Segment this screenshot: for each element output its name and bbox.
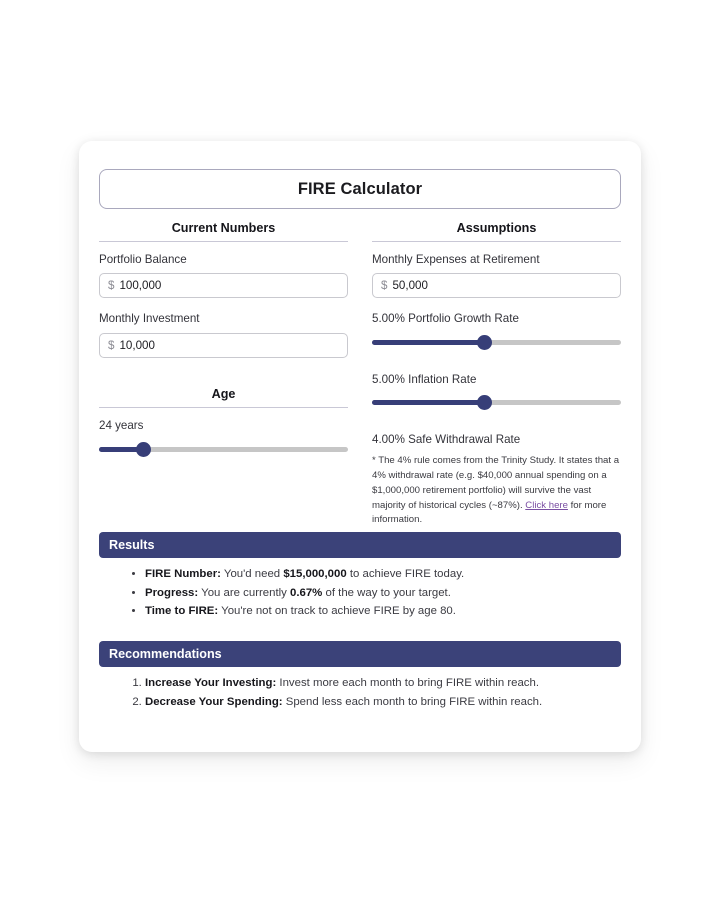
results-list-item: • Time to FIRE: You're not on track to achieve FIRE by age 80.	[145, 603, 667, 621]
results-list-item: • Progress: You are currently 0.67% of the way to your target.	[145, 585, 667, 603]
label-portfolio-growth-rate: 5.00% Portfolio Growth Rate	[372, 312, 519, 326]
monthly-expenses-input[interactable]	[372, 273, 621, 298]
recommendation-item-label: Decrease Your Spending:	[145, 695, 283, 708]
section-title-current-numbers: Current Numbers	[99, 221, 348, 242]
currency-symbol-icon: $	[381, 279, 388, 293]
monthly-expenses-value: 50,000	[392, 279, 428, 293]
section-title-age: Age	[99, 387, 348, 408]
inflation-rate-slider[interactable]	[372, 393, 621, 411]
spacer	[372, 425, 621, 433]
trinity-study-footnote	[372, 454, 621, 528]
results-item-value: $15,000,000	[283, 568, 347, 580]
portfolio-growth-rate-slider[interactable]	[372, 333, 621, 351]
app-title-box	[99, 169, 621, 209]
label-monthly-investment: Monthly Investment	[99, 312, 200, 326]
age-slider[interactable]	[99, 440, 348, 458]
label-monthly-expenses: Monthly Expenses at Retirement	[372, 253, 540, 266]
label-inflation-rate: 5.00% Inflation Rate	[372, 372, 477, 386]
results-heading: Results	[109, 538, 155, 552]
fire-calculator-card	[79, 141, 641, 752]
growth-slider-thumb[interactable]	[477, 335, 492, 350]
results-item-label: Time to FIRE:	[145, 605, 219, 618]
portfolio-balance-input[interactable]	[99, 273, 348, 298]
page-title: FIRE Calculator	[297, 179, 423, 198]
recommendation-list-item: 1. Increase Your Investing: Invest more each month to bring FIRE within reach.	[145, 675, 667, 693]
recommendations-banner	[99, 641, 621, 667]
currency-symbol-icon: $	[108, 338, 115, 352]
portfolio-balance-value: 100,000	[119, 279, 162, 293]
results-item-label: FIRE Number:	[145, 568, 221, 580]
recommendations-list	[99, 675, 667, 712]
growth-slider-fill	[372, 340, 484, 345]
label-portfolio-balance: Portfolio Balance	[99, 253, 187, 266]
results-item-value: 0.67%	[290, 586, 323, 599]
section-title-assumptions: Assumptions	[372, 221, 621, 242]
results-item-label: Progress:	[145, 586, 199, 599]
age-slider-thumb[interactable]	[136, 442, 151, 457]
recommendation-list-item: 2. Decrease Your Spending: Spend less each month to bring FIRE within reach.	[145, 694, 667, 712]
label-safe-withdrawal-rate: 4.00% Safe Withdrawal Rate	[372, 433, 521, 447]
trinity-study-link[interactable]: Click here	[525, 499, 568, 511]
column-assumptions	[372, 221, 621, 528]
footnote-text-after: for more information.	[372, 499, 607, 526]
form-columns	[99, 221, 621, 528]
spacer	[372, 365, 621, 373]
spacer	[99, 372, 348, 387]
age-value-label: 24 years	[99, 418, 144, 432]
currency-symbol-icon: $	[108, 279, 115, 293]
results-banner	[99, 532, 621, 558]
results-list-item: • FIRE Number: You'd need $15,000,000 to achieve FIRE today.	[145, 566, 667, 584]
results-list	[99, 566, 667, 622]
column-current-numbers	[99, 221, 348, 528]
monthly-investment-value: 10,000	[119, 338, 155, 352]
inflation-slider-thumb[interactable]	[477, 395, 492, 410]
monthly-investment-input[interactable]	[99, 333, 348, 358]
recommendations-heading: Recommendations	[109, 647, 222, 661]
footnote-text-before: * The 4% rule comes from the Trinity Study. It states that a 4% withdrawal rate (e.g. $40,000 annual spending on a $1,000,000 retirement portfolio) will survive the vast majority of historical cycles (~87%).	[372, 454, 620, 511]
inflation-slider-fill	[372, 400, 484, 405]
recommendation-item-label: Increase Your Investing:	[145, 677, 277, 689]
